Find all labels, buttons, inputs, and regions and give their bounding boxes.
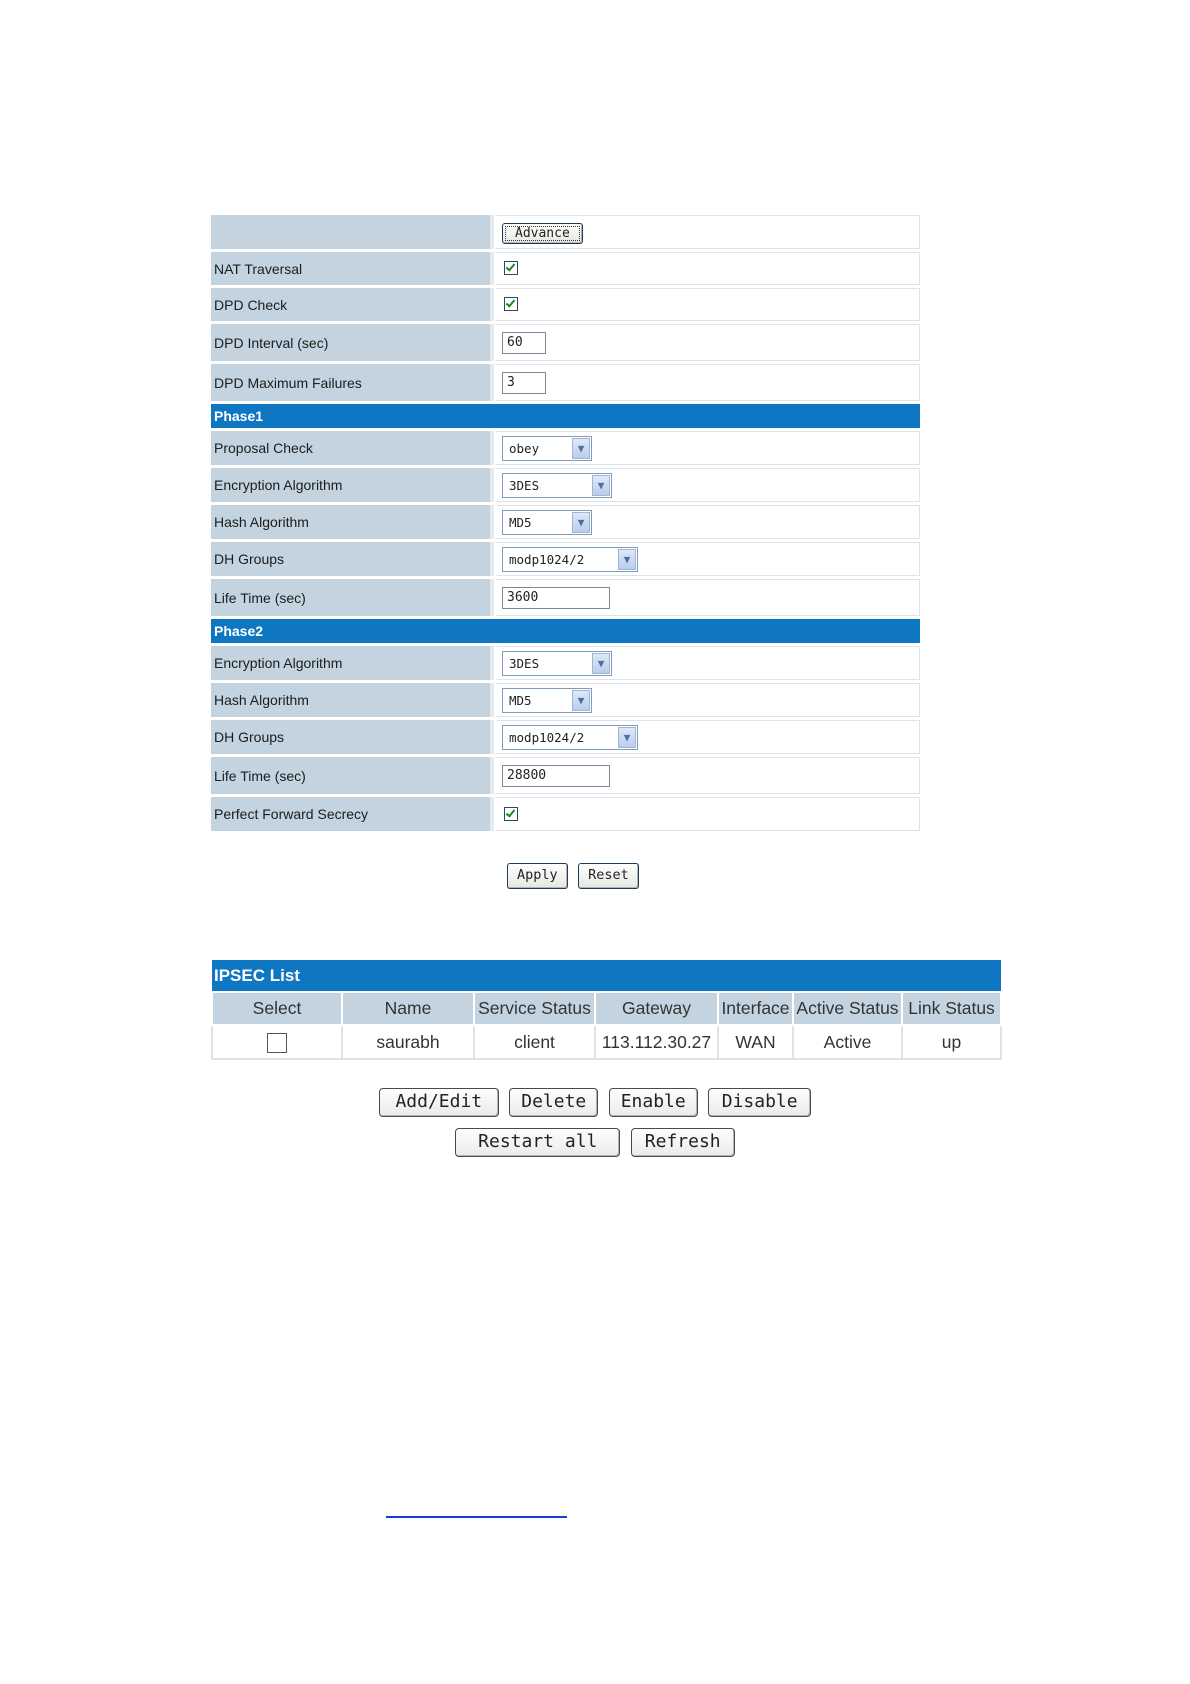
row-gateway: 113.112.30.27: [595, 1025, 718, 1059]
apply-button[interactable]: Apply: [507, 863, 568, 889]
nat-traversal-label: NAT Traversal: [211, 252, 490, 285]
footer-link-underline[interactable]: [386, 1516, 567, 1518]
advance-button[interactable]: Advance: [502, 223, 583, 244]
chevron-down-icon: ▼: [572, 438, 590, 459]
phase1-hash-select[interactable]: MD5 ▼: [502, 510, 592, 535]
row-link-status: up: [902, 1025, 1001, 1059]
phase1-life-time-input[interactable]: 3600: [502, 587, 610, 609]
form-actions: [507, 863, 645, 889]
phase1-encryption-select[interactable]: 3DES ▼: [502, 473, 612, 498]
phase2-life-time-input[interactable]: 28800: [502, 765, 610, 787]
phase1-life-time-label: Life Time (sec): [211, 579, 490, 616]
phase2-header: Phase2: [211, 619, 920, 643]
chevron-down-icon: ▼: [618, 727, 636, 748]
restart-all-button[interactable]: Restart all: [455, 1128, 620, 1157]
phase2-dh-groups-label: DH Groups: [211, 720, 490, 754]
row-active-status: Active: [793, 1025, 902, 1059]
ipsec-list-title: IPSEC List: [212, 960, 1001, 992]
chevron-down-icon: ▼: [592, 653, 610, 674]
chevron-down-icon: ▼: [618, 549, 636, 570]
row-interface: WAN: [718, 1025, 793, 1059]
chevron-down-icon: ▼: [592, 475, 610, 496]
dpd-interval-input[interactable]: 60: [502, 332, 546, 354]
column-header-service-status: Service Status: [474, 992, 595, 1025]
phase2-encryption-select[interactable]: 3DES ▼: [502, 651, 612, 676]
phase2-encryption-label: Encryption Algorithm: [211, 646, 490, 680]
ipsec-settings-table: [211, 212, 920, 834]
phase2-dh-groups-select[interactable]: modp1024/2 ▼: [502, 725, 638, 750]
row-name: saurabh: [342, 1025, 474, 1059]
nat-traversal-checkbox[interactable]: [504, 261, 518, 275]
pfs-label: Perfect Forward Secrecy: [211, 797, 490, 831]
phase2-life-time-label: Life Time (sec): [211, 757, 490, 794]
phase1-dh-groups-select[interactable]: modp1024/2 ▼: [502, 547, 638, 572]
row-select-checkbox[interactable]: [267, 1033, 287, 1053]
column-header-active-status: Active Status: [793, 992, 902, 1025]
column-header-interface: Interface: [718, 992, 793, 1025]
phase1-hash-label: Hash Algorithm: [211, 505, 490, 539]
column-header-name: Name: [342, 992, 474, 1025]
delete-button[interactable]: Delete: [509, 1088, 598, 1117]
pfs-checkbox[interactable]: [504, 807, 518, 821]
phase2-hash-select[interactable]: MD5 ▼: [502, 688, 592, 713]
chevron-down-icon: ▼: [572, 690, 590, 711]
enable-button[interactable]: Enable: [609, 1088, 698, 1117]
add-edit-button[interactable]: Add/Edit: [379, 1088, 499, 1117]
ipsec-list-table: [211, 960, 1002, 1060]
dpd-interval-label: DPD Interval (sec): [211, 324, 490, 361]
phase1-proposal-check-label: Proposal Check: [211, 431, 490, 465]
column-header-gateway: Gateway: [595, 992, 718, 1025]
phase1-proposal-check-select[interactable]: obey ▼: [502, 436, 592, 461]
phase1-header: Phase1: [211, 404, 920, 428]
table-row: [212, 1025, 1001, 1059]
dpd-check-checkbox[interactable]: [504, 297, 518, 311]
chevron-down-icon: ▼: [572, 512, 590, 533]
list-actions: [0, 1088, 1190, 1168]
column-header-select: Select: [212, 992, 342, 1025]
disable-button[interactable]: Disable: [708, 1088, 811, 1117]
dpd-check-label: DPD Check: [211, 288, 490, 321]
reset-button[interactable]: Reset: [578, 863, 639, 889]
advance-row-label: [211, 215, 490, 249]
phase1-dh-groups-label: DH Groups: [211, 542, 490, 576]
row-service-status: client: [474, 1025, 595, 1059]
phase1-encryption-label: Encryption Algorithm: [211, 468, 490, 502]
dpd-max-failures-input[interactable]: 3: [502, 372, 546, 394]
column-header-link-status: Link Status: [902, 992, 1001, 1025]
refresh-button[interactable]: Refresh: [631, 1128, 735, 1157]
dpd-max-failures-label: DPD Maximum Failures: [211, 364, 490, 401]
phase2-hash-label: Hash Algorithm: [211, 683, 490, 717]
